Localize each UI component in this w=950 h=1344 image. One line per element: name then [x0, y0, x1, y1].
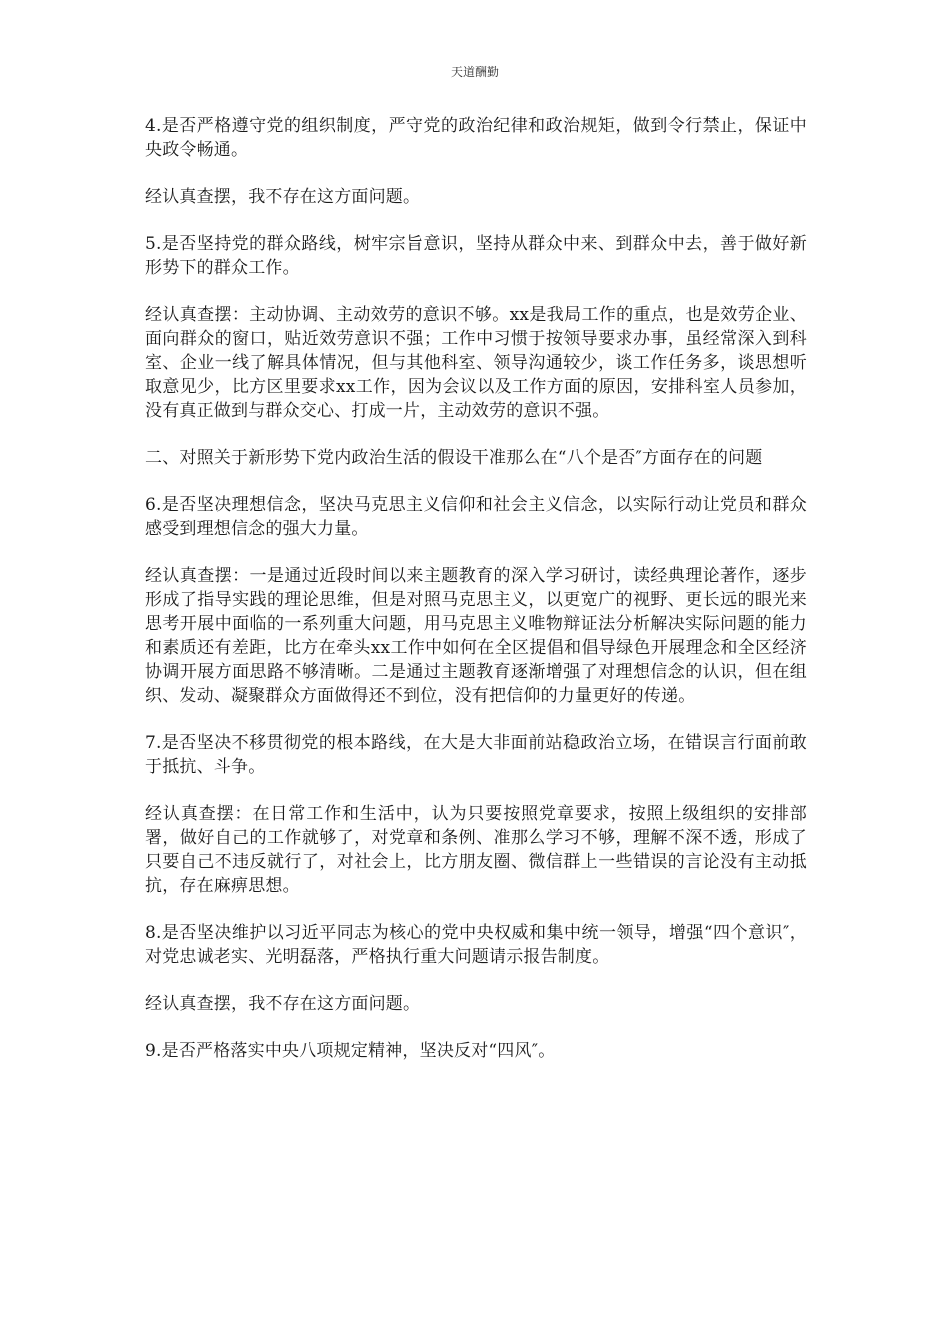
paragraph-item-8: 8.是否坚决维护以习近平同志为核心的党中央权威和集中统一领导，增强“四个意识″，对党忠诚老实、光明磊落，严格执行重大问题请示报告制度。 [145, 923, 807, 967]
paragraph-finding-6: 经认真查摆：一是通过近段时间以来主题教育的深入学习研讨，读经典理论著作，逐步形成了指导实践的理论思维，但是对照马克思主义，以更宽广的视野、更长远的眼光来思考开展中面临的一系列重大问题，用马克思主义唯物辩证法分析解决实际问题的能力和素质还有差距，比方在牵头xx工作中如何在全区提倡和倡导绿色开展理念和全区经济协调开展方面思路不够清晰。二是通过主题教育逐渐增强了对理想信念的认识，但在组织、发动、凝聚群众方面做得还不到位，没有把信仰的力量更好的传递。 [145, 566, 807, 706]
paragraph-item-5: 5.是否坚持党的群众路线，树牢宗旨意识，坚持从群众中来、到群众中去，善于做好新形势下的群众工作。 [145, 234, 807, 278]
paragraph-finding-5: 经认真查摆：主动协调、主动效劳的意识不够。xx是我局工作的重点，也是效劳企业、面向群众的窗口，贴近效劳意识不强；工作中习惯于按领导要求办事，虽经常深入到科室、企业一线了解具体情况，但与其他科室、领导沟通较少，谈工作任务多，谈思想听取意见少，比方区里要求xx工作，因为会议以及工作方面的原因，安排科室人员参加，没有真正做到与群众交心、打成一片，主动效劳的意识不强。 [145, 305, 807, 421]
paragraph-finding-7: 经认真查摆：在日常工作和生活中，认为只要按照党章要求，按照上级组织的安排部署，做好自己的工作就够了，对党章和条例、准那么学习不够，理解不深不透，形成了只要自己不违反就行了，对社会上，比方朋友圈、微信群上一些错误的言论没有主动抵抗，存在麻痹思想。 [145, 804, 807, 896]
document-body [145, 114, 807, 1086]
paragraph-item-4: 4.是否严格遵守党的组织制度，严守党的政治纪律和政治规矩，做到令行禁止，保证中央政令畅通。 [145, 116, 807, 160]
section-heading-2: 二、对照关于新形势下党内政治生活的假设干准那么在“八个是否″方面存在的问题 [145, 448, 763, 468]
paragraph-finding-8: 经认真查摆，我不存在这方面问题。 [145, 994, 421, 1014]
page-header: 天道酬勤 [450, 65, 499, 79]
paragraph-item-7: 7.是否坚决不移贯彻党的根本路线，在大是大非面前站稳政治立场，在错误言行面前敢于抵抗、斗争。 [145, 733, 807, 777]
paragraph-item-9: 9.是否严格落实中央八项规定精神，坚决反对“四风″。 [145, 1041, 556, 1061]
paragraph-item-6: 6.是否坚决理想信念，坚决马克思主义信仰和社会主义信念，以实际行动让党员和群众感受到理想信念的强大力量。 [145, 495, 807, 539]
paragraph-finding-4: 经认真查摆，我不存在这方面问题。 [145, 187, 421, 207]
